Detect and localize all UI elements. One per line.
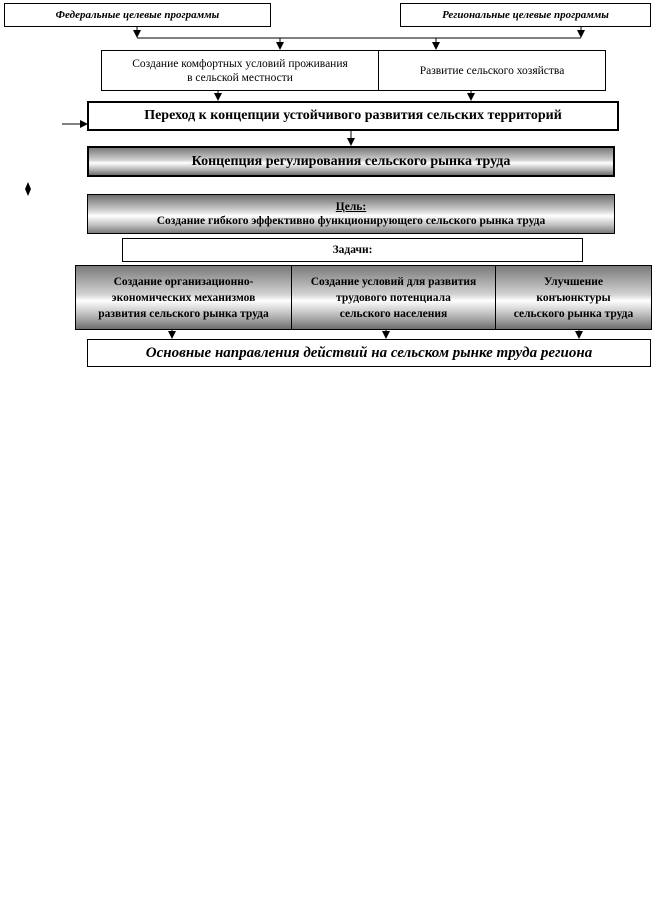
task-line: конъюнктуры: [536, 291, 611, 304]
concept-label: Концепция регулирования сельского рынка труда: [191, 153, 511, 169]
tasks-header-label: Задачи:: [332, 244, 373, 256]
regional-programs-label: Региональные целевые программы: [442, 9, 609, 21]
diamond-marker: [25, 182, 31, 196]
directions-box: [87, 339, 651, 367]
task-box: [75, 265, 292, 330]
agriculture-box: [378, 50, 606, 91]
comfort-living-line1: Создание комфортных условий проживания: [132, 57, 348, 70]
task-line: развития сельского рынка труда: [98, 307, 269, 320]
federal-programs-box: [4, 3, 271, 27]
task-box: [291, 265, 496, 330]
task-line: сельского рынка труда: [513, 307, 634, 320]
federal-programs-label: Федеральные целевые программы: [55, 9, 220, 21]
goal-box: [87, 194, 615, 234]
task-line: экономических механизмов: [111, 291, 256, 304]
task-line: Создание условий для развития: [310, 275, 477, 288]
directions-label: Основные направления действий на сельском рынке труда региона: [145, 344, 593, 361]
agriculture-label: Развитие сельского хозяйства: [419, 64, 565, 77]
task-line: Улучшение: [544, 275, 603, 288]
comfort-living-box: [101, 50, 379, 91]
regional-programs-box: [400, 3, 651, 27]
concept-box: [87, 146, 615, 177]
task-line: сельского населения: [339, 307, 448, 320]
goal-heading: Цель:: [335, 201, 367, 213]
tasks-header-box: [122, 238, 583, 262]
task-box: [495, 265, 652, 330]
comfort-living-line2: в сельской местности: [187, 71, 293, 84]
transition-box: [87, 101, 619, 131]
goal-text: Создание гибкого эффективно функционирующего сельского рынка труда: [156, 215, 546, 227]
task-line: трудового потенциала: [336, 291, 451, 304]
task-line: Создание организационно-: [113, 275, 254, 288]
transition-label: Переход к концепции устойчивого развития сельских территорий: [144, 108, 562, 123]
